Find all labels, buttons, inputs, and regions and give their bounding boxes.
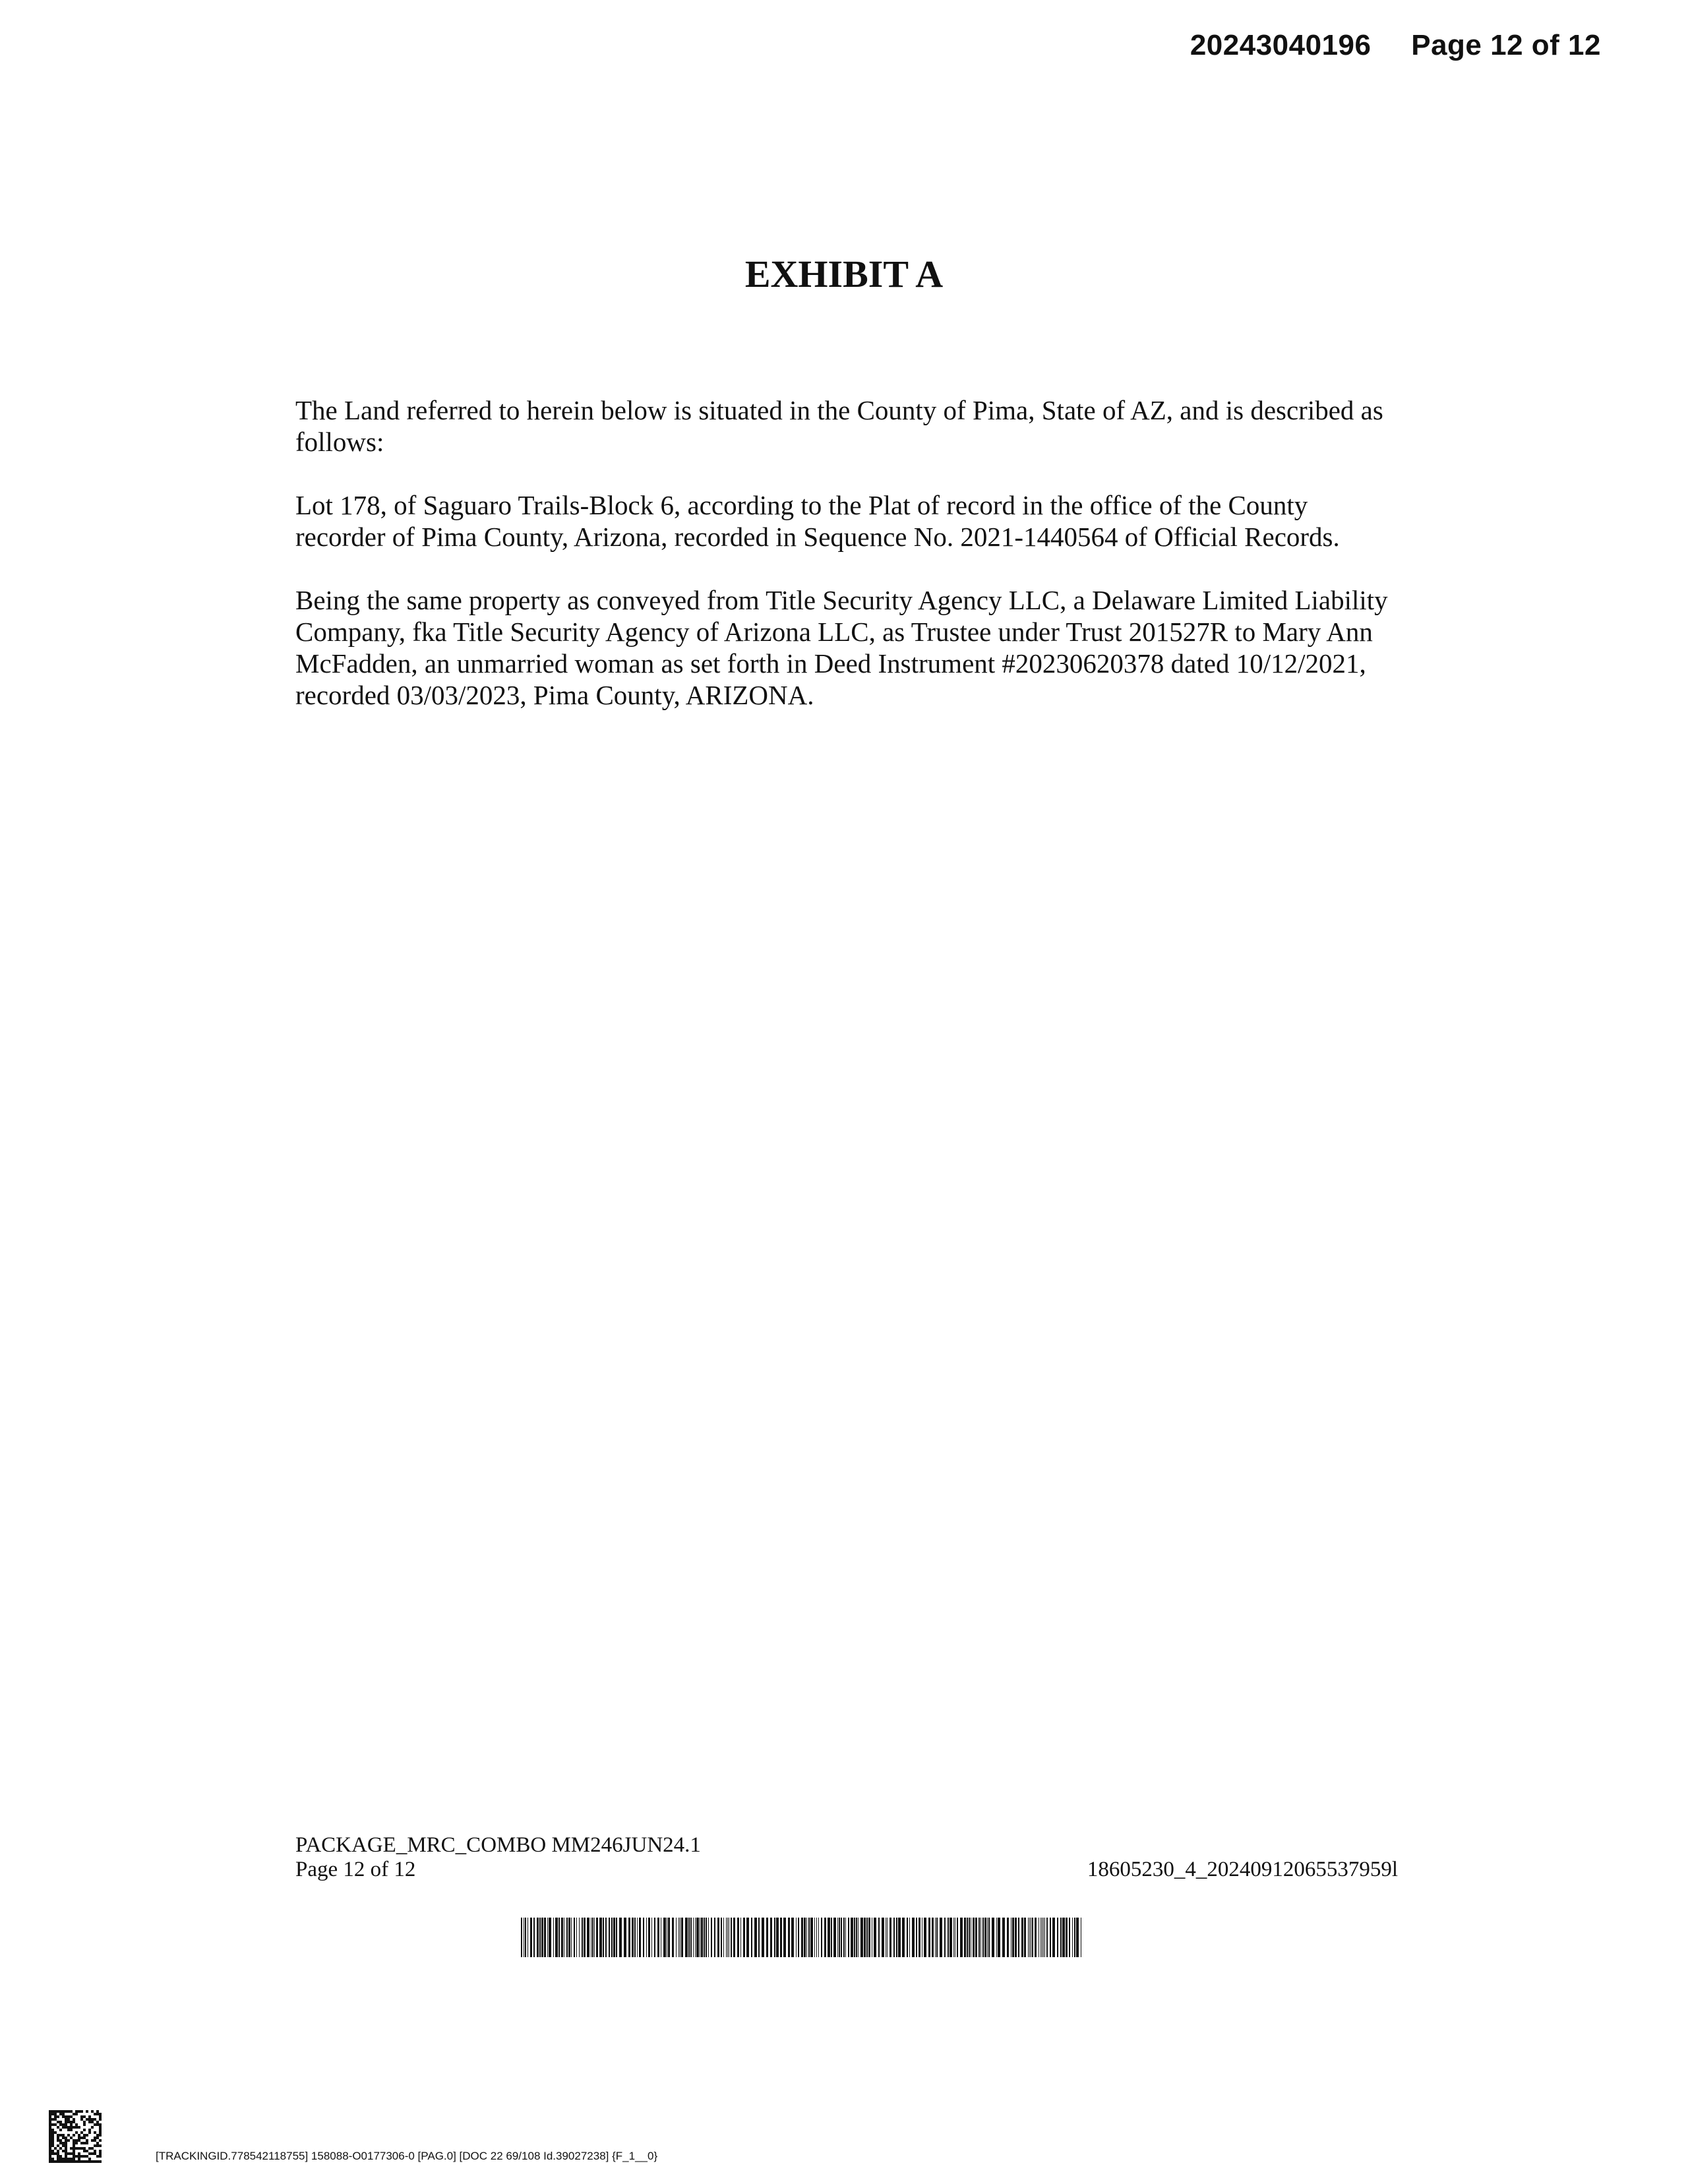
recording-header (1190, 29, 1601, 62)
footer-package-label: PACKAGE_MRC_COMBO MM246JUN24.1 (295, 1833, 701, 1857)
footer-page-label: Page 12 of 12 (295, 1858, 416, 1881)
exhibit-title: EXHIBIT A (744, 253, 944, 295)
barcode (521, 1918, 1081, 1957)
conveyance-paragraph: Being the same property as conveyed from Title Security Agency LLC, a Delaware Limited Liability Company, fka Title Security Agency of Arizona LLC, as Trustee under Trust 201527R to Mary Ann McFadden, an unmarried woman as set forth in Deed Instrument #20230620378 dated 10/12/2021, recorded 03/03/2023, Pima County, ARIZONA. (295, 585, 1388, 710)
lot-description-paragraph: Lot 178, of Saguaro Trails-Block 6, according to the Plat of record in the office of the County recorder of Pima County, Arizona, recorded in Sequence No. 2021-1440564 of Official Records. (295, 490, 1340, 552)
tracking-id-line: [TRACKINGID.778542118755] 158088-O0177306-0 [PAG.0] [DOC 22 69/108 Id.39027238] {F_1__0} (156, 2150, 658, 2162)
footer-reference-number: 18605230_4_20240912065537959l (1087, 1858, 1398, 1881)
land-location-paragraph: The Land referred to herein below is situated in the County of Pima, State of AZ, and is described as follows: (295, 395, 1383, 457)
recording-page-label: Page 12 of 12 (1411, 29, 1601, 61)
recording-document-number: 20243040196 (1190, 29, 1372, 61)
footer-package-info (295, 1833, 701, 1882)
datamatrix-code (49, 2110, 102, 2163)
